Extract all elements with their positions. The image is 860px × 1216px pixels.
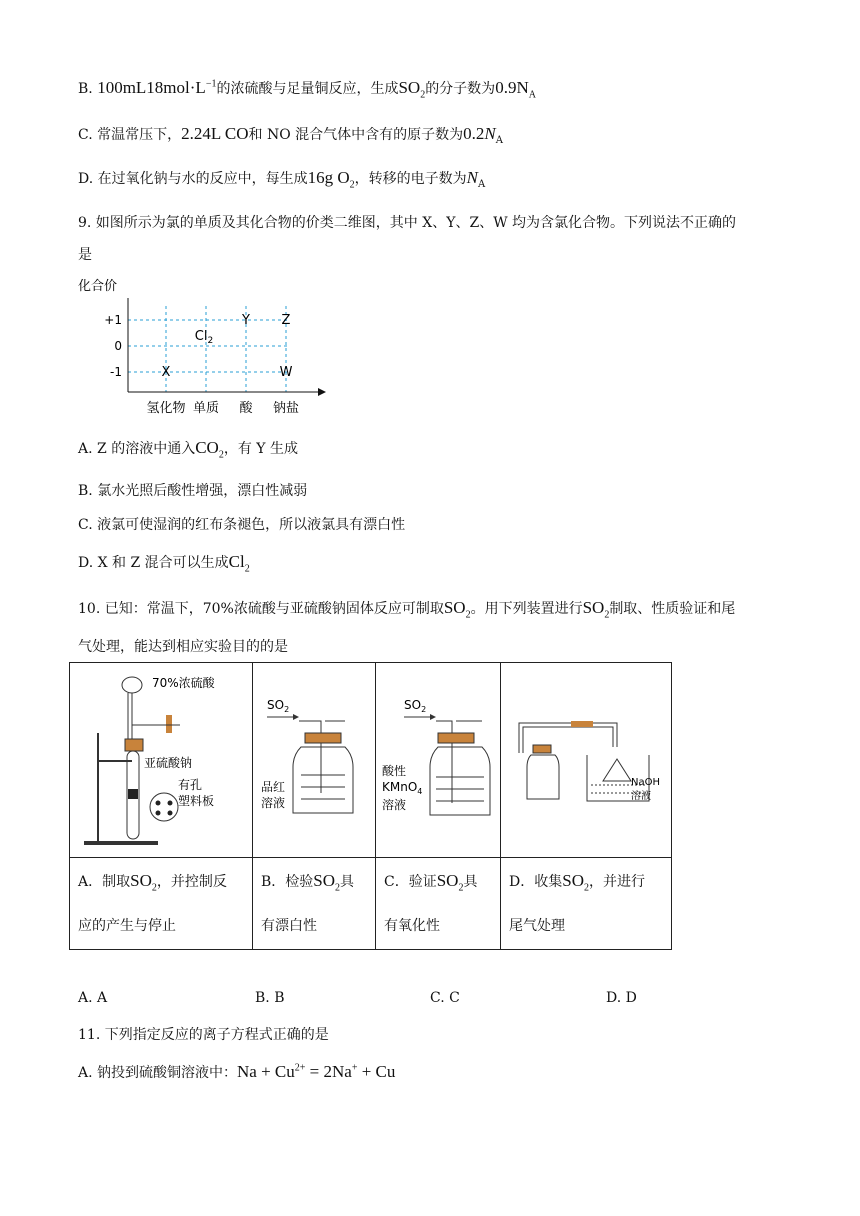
caption-c: C．验证$SO_2$具 有氧化性 <box>376 858 501 950</box>
apparatus-table <box>69 662 672 950</box>
q11-stem: 11. 下列指定反应的离子方程式正确的是 <box>78 1027 329 1043</box>
label-pinhong: 品红 <box>261 780 286 794</box>
concentration: $100mL18mol\cdot L^{-1}$ <box>97 78 217 97</box>
chart-x-arrow <box>318 388 326 396</box>
label-naoh: NaOH <box>631 777 660 788</box>
q10-option-c: C. C <box>430 990 460 1006</box>
apparatus-a-figure <box>70 663 252 853</box>
caption-a: A．制取$SO_2$，并控制反 应的产生与停止 <box>70 858 253 950</box>
chart-x-tick: 单质 <box>192 401 220 416</box>
label-salt: 亚硫酸钠 <box>144 756 193 770</box>
chart-x-tick: 钠盐 <box>272 401 300 416</box>
q9-option-d: D. X 和 Z 混合可以生成$Cl_2$ <box>78 552 250 575</box>
chart-point-w: W <box>279 365 293 380</box>
q10-stem-line1: 10. 已知：常温下，70%浓硫酸与亚硫酸钠固体反应可制取$SO_2$。用下列装置进行$SO_2$制取、性质验证和尾 <box>78 598 736 621</box>
q8-option-d: D. 在过氧化钠与水的反应中，每生成16g $O_2$，转移的电子数为$N_A$ <box>78 168 486 191</box>
apparatus-c-figure <box>376 663 500 853</box>
chart-y-tick: -1 <box>110 365 122 379</box>
q9-stem-line2: 是 <box>78 247 92 263</box>
q11-option-a: A. 钠投到硫酸铜溶液中：$Na + Cu^{2+} = 2Na^+ + Cu$ <box>78 1062 396 1081</box>
chart-point-z: Z <box>281 313 291 328</box>
q9-option-b: B. 氯水光照后酸性增强，漂白性减弱 <box>78 483 308 499</box>
chart-y-tick: 0 <box>114 339 122 353</box>
label-board-1: 有孔 <box>178 778 203 792</box>
apparatus-d-figure <box>501 663 671 853</box>
label-d-solution: 溶液 <box>631 791 651 802</box>
label-solution: 溶液 <box>261 796 286 810</box>
caption-d: D．收集$SO_2$，并进行 尾气处理 <box>501 858 672 950</box>
q9-stem-line1: 9. 如图所示为氯的单质及其化合物的价类二维图，其中 X、Y、Z、W 均为含氯化合物。下列说法不正确的 <box>78 215 737 231</box>
ionic-equation: $Na + Cu^{2+} = 2Na^+ + Cu$ <box>237 1062 396 1081</box>
svg-text:KMnO4: KMnO$_4$ <box>382 780 423 796</box>
chart-x-tick: 酸 <box>239 401 253 416</box>
q10-stem-line2: 气处理，能达到相应实验目的的是 <box>78 639 288 655</box>
chart-point-x: X <box>161 365 171 380</box>
caption-b: B．检验$SO_2$具 有漂白性 <box>253 858 376 950</box>
q9-option-c: C. 液氯可使湿润的红布条褪色，所以液氯具有漂白性 <box>78 517 406 533</box>
q8-option-c: C. 常温常压下，2.24L CO和 NO 混合气体中含有的原子数为$0.2N_A$ <box>78 124 503 146</box>
apparatus-c <box>376 663 501 858</box>
chart-point-cl: $Cl_2$ <box>194 329 214 346</box>
chart-y-tick: +1 <box>104 313 122 327</box>
label-board-2: 塑料板 <box>178 794 215 808</box>
q10-option-a: A. A <box>78 990 108 1006</box>
q10-option-d: D. D <box>606 990 637 1006</box>
q10-option-b: B. B <box>255 990 285 1006</box>
valence-class-chart <box>78 276 338 426</box>
chart-x-tick: 氢化物 <box>146 401 186 416</box>
apparatus-b <box>253 663 376 858</box>
chart-point-y: Y <box>242 313 250 328</box>
apparatus-b-figure <box>253 663 375 853</box>
apparatus-a <box>70 663 253 858</box>
apparatus-d <box>501 663 672 858</box>
label-acid: 70%浓硫酸 <box>152 676 215 690</box>
q8-option-b: B. $100mL18mol\cdot L^{-1}$的浓硫酸与足量铜反应，生成$SO_2$的分子数为$0.9N_A$ <box>78 78 536 101</box>
svg-text:SO2: $SO_2$ <box>404 698 427 714</box>
label-c-solution: 溶液 <box>382 798 407 812</box>
chart-y-label: 化合价 <box>78 279 118 294</box>
svg-text:SO2: $SO_2$ <box>267 698 290 714</box>
label-acidic: 酸性 <box>382 764 407 778</box>
q9-option-a: A. Z 的溶液中通入$CO_2$，有 Y 生成 <box>78 438 298 461</box>
